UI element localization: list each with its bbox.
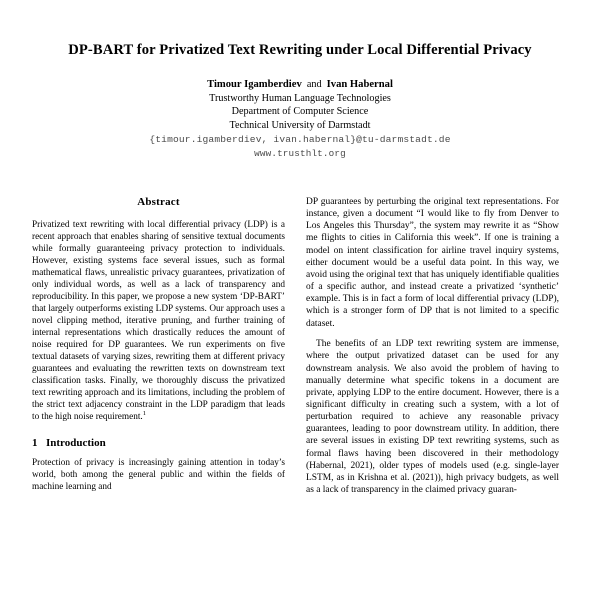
group-website-link[interactable]: www.trusthlt.org	[254, 147, 346, 159]
abstract-paragraph	[32, 219, 285, 423]
title-block	[0, 0, 600, 160]
right-paragraph-2: The benefits of an LDP text rewriting system are immense, where the output privatized dataset can be used for any downstream analysis. We also avoid the problem of having to manually determine what specific tokens in a document are private, applying LDP to the entire document. However, there is a significant difficulty in creating such a system, with a lot of perturbation required to achieve any reasonable privacy guarantees, leading to poor downstream utility. In addition, there are several issues in existing DP text rewriting systems, such as formal flaws having been discovered in their methodology (Habernal, 2021), older types of models used (e.g. single-layer LSTM, as in Krishna et al. (2021)), high privacy budgets, as well as a lack of transparency in the claimed privacy guaran-	[306, 339, 559, 496]
footnote-marker[interactable]: 1	[142, 409, 147, 417]
author-list	[46, 78, 554, 92]
author-first: Timour Igamberdiev	[207, 78, 302, 90]
right-column	[306, 196, 559, 600]
left-column	[32, 196, 285, 600]
affiliation-line-1: Trustworthy Human Language Technologies	[209, 92, 391, 104]
introduction-paragraph-1: Protection of privacy is increasingly gaining attention in today’s world, both among the general public and within the fields of machine learning and	[32, 458, 285, 492]
author-emails: {timour.igamberdiev, ivan.habernal}@tu-darmstadt.de	[149, 133, 451, 145]
right-paragraph-1: DP guarantees by perturbing the original text representations. For instance, given a document “I would like to fly from Denver to Los Angeles this Thursday”, the system may rewrite it as “Show me flights to cities in California this week”. If one is training a model on intent classification for airline travel inquiry systems, either document would be a useful data point. In this way, we avoid using the original text that has uniquely identifiable qualities of a specific author, and instead create a privatized ‘synthetic’ example. This is in fact a form of local differential privacy (LDP), which is a stronger form of DP that is not limited to a specific dataset.	[306, 197, 559, 329]
abstract-text: Privatized text rewriting with local differential privacy (LDP) is a recent approach that enables sharing of sensitive textual documents while formally guaranteeing privacy protection to individuals. However, existing systems face several issues, such as formal mathematical flaws, unrealistic privacy guarantees, privatization of only individual words, as well as a lack of transparency and reproducibility. In this paper, we propose a new system ‘DP-BART’ that largely outperforms existing LDP systems. Our approach uses a novel clipping method, iterative pruning, and further training of internal representations which drastically reduces the amount of noise required for DP guarantees. We run experiments on five textual datasets of varying sizes, rewriting them at different privacy guarantees and evaluating the rewritten texts on downstream text classification tasks. Finally, we thoroughly discuss the privatized text rewriting approach and its limitations, including the problem of the strict text adjacency constraint in the LDP paradigm that leads to the high noise requirement.	[32, 220, 285, 422]
author-conjunction: and	[306, 78, 322, 90]
page-title: DP-BART for Privatized Text Rewriting under Local Differential Privacy	[68, 42, 532, 58]
section-number: 1	[32, 437, 38, 449]
section-title: Introduction	[46, 437, 106, 449]
section-heading-introduction	[32, 437, 285, 449]
affiliation-line-2: Department of Computer Science	[231, 106, 369, 118]
abstract-heading: Abstract	[137, 196, 180, 208]
affiliation-line-3: Technical University of Darmstadt	[229, 120, 371, 132]
two-column-body	[0, 196, 600, 600]
author-second: Ivan Habernal	[326, 78, 393, 90]
